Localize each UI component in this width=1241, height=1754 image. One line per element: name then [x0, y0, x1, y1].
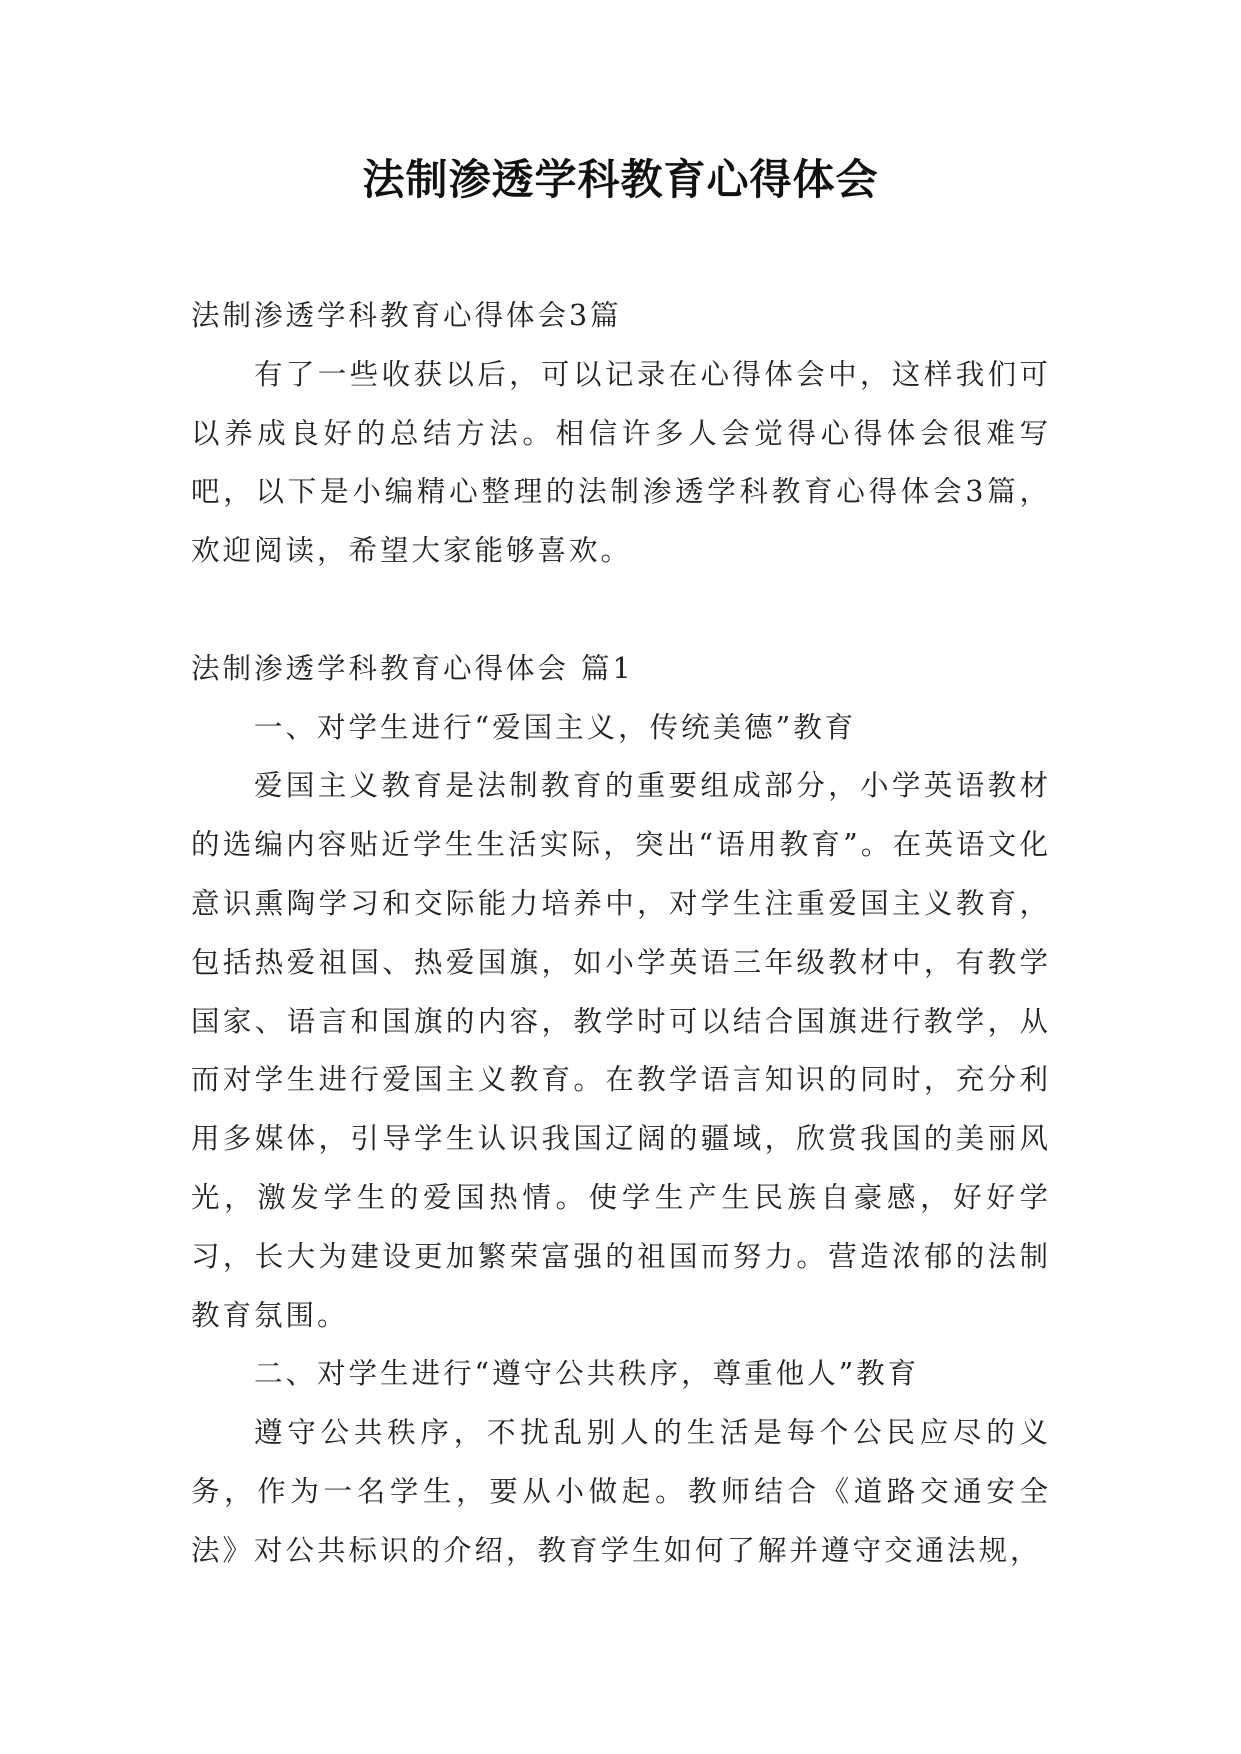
- point-body-2: 遵守公共秩序，不扰乱别人的生活是每个公民应尽的义务，作为一名学生，要从小做起。教师结合《道路交通安全法》对公共标识的介绍，教育学生如何了解并遵守交通法规，: [191, 1416, 1051, 1567]
- paragraph-spacer: [191, 581, 1051, 640]
- document-title: 法制渗透学科教育心得体会: [362, 155, 879, 204]
- point-heading-1: 一、对学生进行“爱国主义，传统美德”教育: [254, 710, 857, 744]
- intro-paragraph: 有了一些收获以后，可以记录在心得体会中，这样我们可以养成良好的总结方法。相信许多人会觉得心得体会很难写吧，以下是小编精心整理的法制渗透学科教育心得体会3篇，欢迎阅读，希望大家能够喜欢。: [191, 357, 1051, 568]
- section-heading: 法制渗透学科教育心得体会 篇1: [191, 651, 634, 685]
- document-body: [191, 287, 1051, 1581]
- document-subtitle: 法制渗透学科教育心得体会3篇: [191, 299, 622, 332]
- point-heading-2: 二、对学生进行“遵守公共秩序，尊重他人”教育: [254, 1357, 920, 1391]
- point-body-1: 爱国主义教育是法制教育的重要组成部分，小学英语教材的选编内容贴近学生生活实际，突出“语用教育”。在英语文化意识熏陶学习和交际能力培养中，对学生注重爱国主义教育，包括热爱祖国、热爱国旗，如小学英语三年级教材中，有教学国家、语言和国旗的内容，教学时可以结合国旗进行教学，从而对学生进行爱国主义教育。在教学语言知识的同时，充分利用多媒体，引导学生认识我国辽阔的疆域，欣赏我国的美丽风光，激发学生的爱国热情。使学生产生民族自豪感，好好学习，长大为建设更加繁荣富强的祖国而努力。营造浓郁的法制教育氛围。: [191, 769, 1051, 1332]
